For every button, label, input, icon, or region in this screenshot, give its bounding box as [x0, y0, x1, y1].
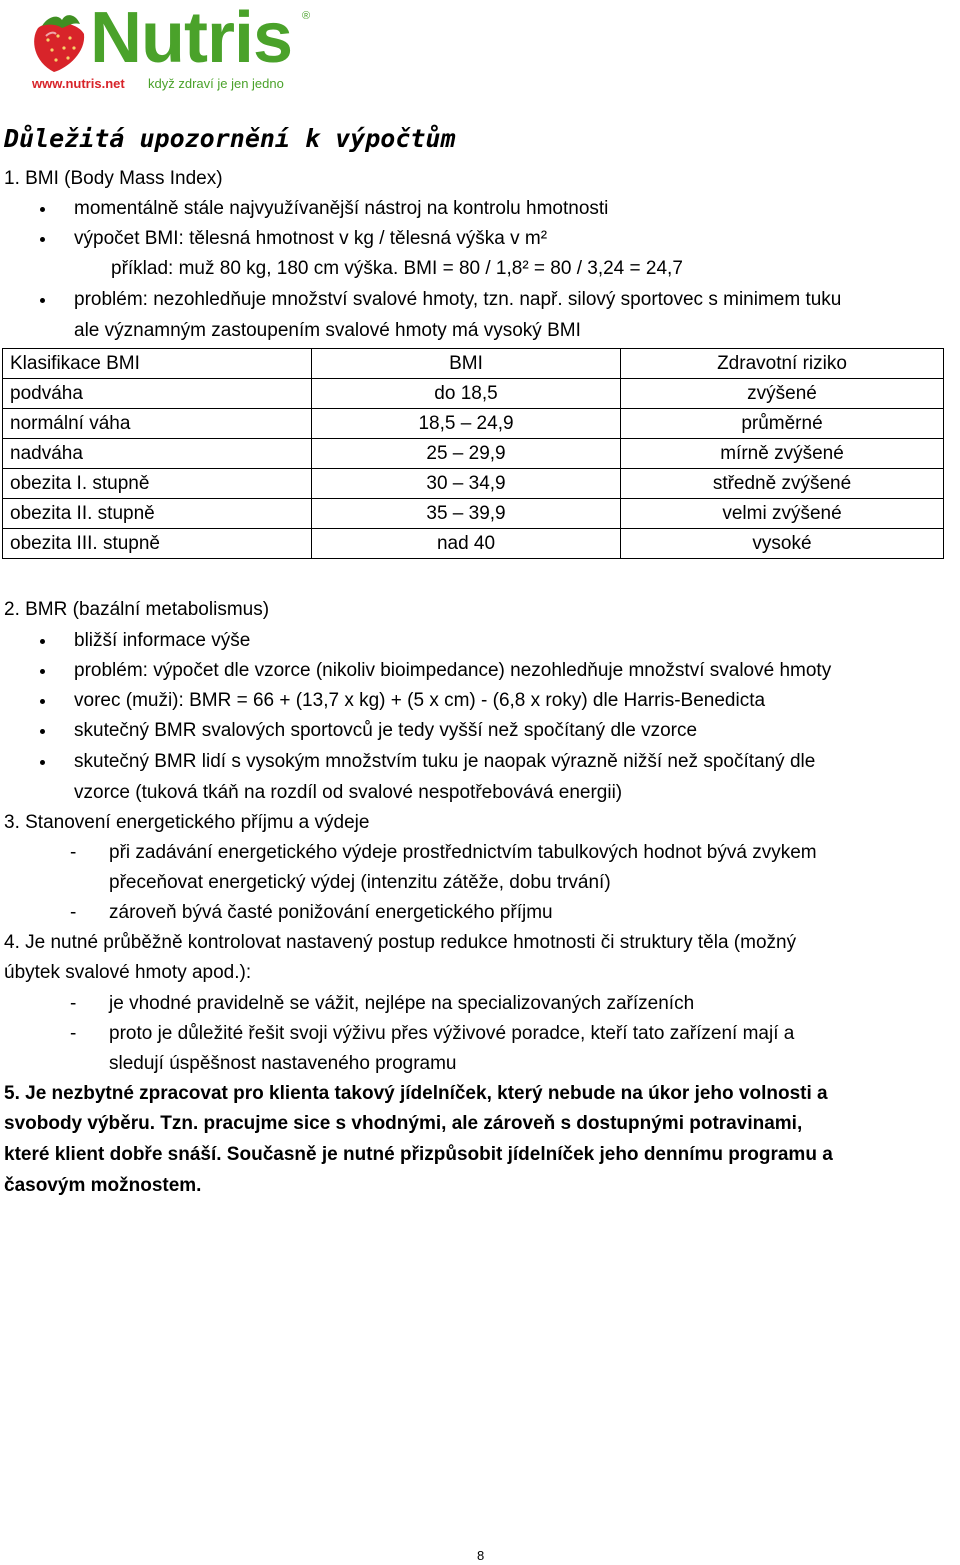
dash-marker: - — [70, 842, 77, 863]
table-header: Klasifikace BMI — [3, 349, 312, 379]
list-item-continuation: ale významným zastoupením svalové hmoty má vysoký BMI — [74, 320, 581, 341]
table-cell: mírně zvýšené — [621, 439, 944, 469]
table-cell: nadváha — [3, 439, 312, 469]
table-header: BMI — [312, 349, 621, 379]
table-cell: nad 40 — [312, 529, 621, 559]
logo-brand: Nutris — [90, 0, 293, 78]
table-cell: vysoké — [621, 529, 944, 559]
list-item: problém: nezohledňuje množství svalové hmoty, tzn. např. silový sportovec s minimem tuku — [74, 289, 842, 310]
dash-marker: - — [70, 902, 77, 923]
bmi-example: příklad: muž 80 kg, 180 cm výška. BMI = 80 / 1,8² = 80 / 3,24 = 24,7 — [111, 258, 683, 279]
list-item: při zadávání energetického výdeje prostřednictvím tabulkových hodnot bývá zvykem — [109, 842, 817, 863]
table-cell: podváha — [3, 379, 312, 409]
table-cell: velmi zvýšené — [621, 499, 944, 529]
page-title: Důležitá upozornění k výpočtům — [4, 124, 456, 153]
table-cell: 30 – 34,9 — [312, 469, 621, 499]
table-cell: zvýšené — [621, 379, 944, 409]
list-item-continuation: vzorce (tuková tkáň na rozdíl od svalové nespotřebovává energii) — [74, 782, 623, 803]
strawberry-icon — [28, 6, 92, 76]
table-row — [3, 499, 944, 529]
table-cell: do 18,5 — [312, 379, 621, 409]
table-header-row — [3, 349, 944, 379]
table-cell: 25 – 29,9 — [312, 439, 621, 469]
bmi-table — [2, 348, 944, 559]
table-cell: středně zvýšené — [621, 469, 944, 499]
list-item: je vhodné pravidelně se vážit, nejlépe na specializovaných zařízeních — [109, 993, 695, 1014]
page-number: 8 — [477, 1548, 485, 1563]
table-row — [3, 529, 944, 559]
section4-heading-cont: úbytek svalové hmoty apod.): — [4, 962, 252, 983]
section5-line: svobody výběru. Tzn. pracujme sice s vhodnými, ale zároveň s dostupnými potravinami, — [4, 1113, 803, 1134]
section4-heading: 4. Je nutné průběžně kontrolovat nastavený postup redukce hmotnosti či struktury těla (možný — [4, 932, 797, 953]
table-row — [3, 469, 944, 499]
section5-line: časovým možnostem. — [4, 1175, 202, 1196]
table-cell: průměrné — [621, 409, 944, 439]
list-item: momentálně stále najvyužívanější nástroj na kontrolu hmotnosti — [74, 198, 609, 219]
table-cell: 35 – 39,9 — [312, 499, 621, 529]
section3-heading: 3. Stanovení energetického příjmu a výdeje — [4, 812, 370, 833]
list-item-continuation: přeceňovat energetický výdej (intenzitu zátěže, dobu trvání) — [109, 872, 611, 893]
section2-heading: 2. BMR (bazální metabolismus) — [4, 599, 270, 620]
table-cell: obezita III. stupně — [3, 529, 312, 559]
section5-line: 5. Je nezbytné zpracovat pro klienta takový jídelníček, který nebude na úkor jeho volnosti a — [4, 1083, 828, 1104]
list-item: vorec (muži): BMR = 66 + (13,7 x kg) + (5 x cm) - (6,8 x roky) dle Harris-Benedicta — [74, 690, 766, 711]
list-item: problém: výpočet dle vzorce (nikoliv bioimpedance) nezohledňuje množství svalové hmoty — [74, 660, 832, 681]
table-row — [3, 379, 944, 409]
logo-slogan: když zdraví je jen jedno — [148, 76, 284, 91]
list-item: výpočet BMI: tělesná hmotnost v kg / tělesná výška v m² — [74, 228, 548, 249]
list-item: proto je důležité řešit svoji výživu přes výživové poradce, kteří tato zařízení mají a — [109, 1023, 795, 1044]
list-item: skutečný BMR svalových sportovců je tedy vyšší než spočítaný dle vzorce — [74, 720, 698, 741]
table-row — [3, 409, 944, 439]
section5-line: které klient dobře snáší. Současně je nutné přizpůsobit jídelníček jeho dennímu programu a — [4, 1144, 833, 1165]
list-item-continuation: sledují úspěšnost nastaveného programu — [109, 1053, 457, 1074]
dash-marker: - — [70, 1023, 77, 1044]
list-item: skutečný BMR lidí s vysokým množstvím tuku je naopak výrazně nižší než spočítaný dle — [74, 751, 816, 772]
list-item: zároveň bývá časté ponižování energetického příjmu — [109, 902, 553, 923]
nutris-logo — [28, 0, 328, 96]
table-cell: normální váha — [3, 409, 312, 439]
logo-url: www.nutris.net — [32, 76, 125, 91]
table-cell: obezita II. stupně — [3, 499, 312, 529]
table-cell: obezita I. stupně — [3, 469, 312, 499]
logo-registered: ® — [302, 10, 311, 22]
dash-marker: - — [70, 993, 77, 1014]
table-cell: 18,5 – 24,9 — [312, 409, 621, 439]
table-header: Zdravotní riziko — [621, 349, 944, 379]
list-item: bližší informace výše — [74, 630, 251, 651]
table-row — [3, 439, 944, 469]
section1-heading: 1. BMI (Body Mass Index) — [4, 168, 223, 189]
